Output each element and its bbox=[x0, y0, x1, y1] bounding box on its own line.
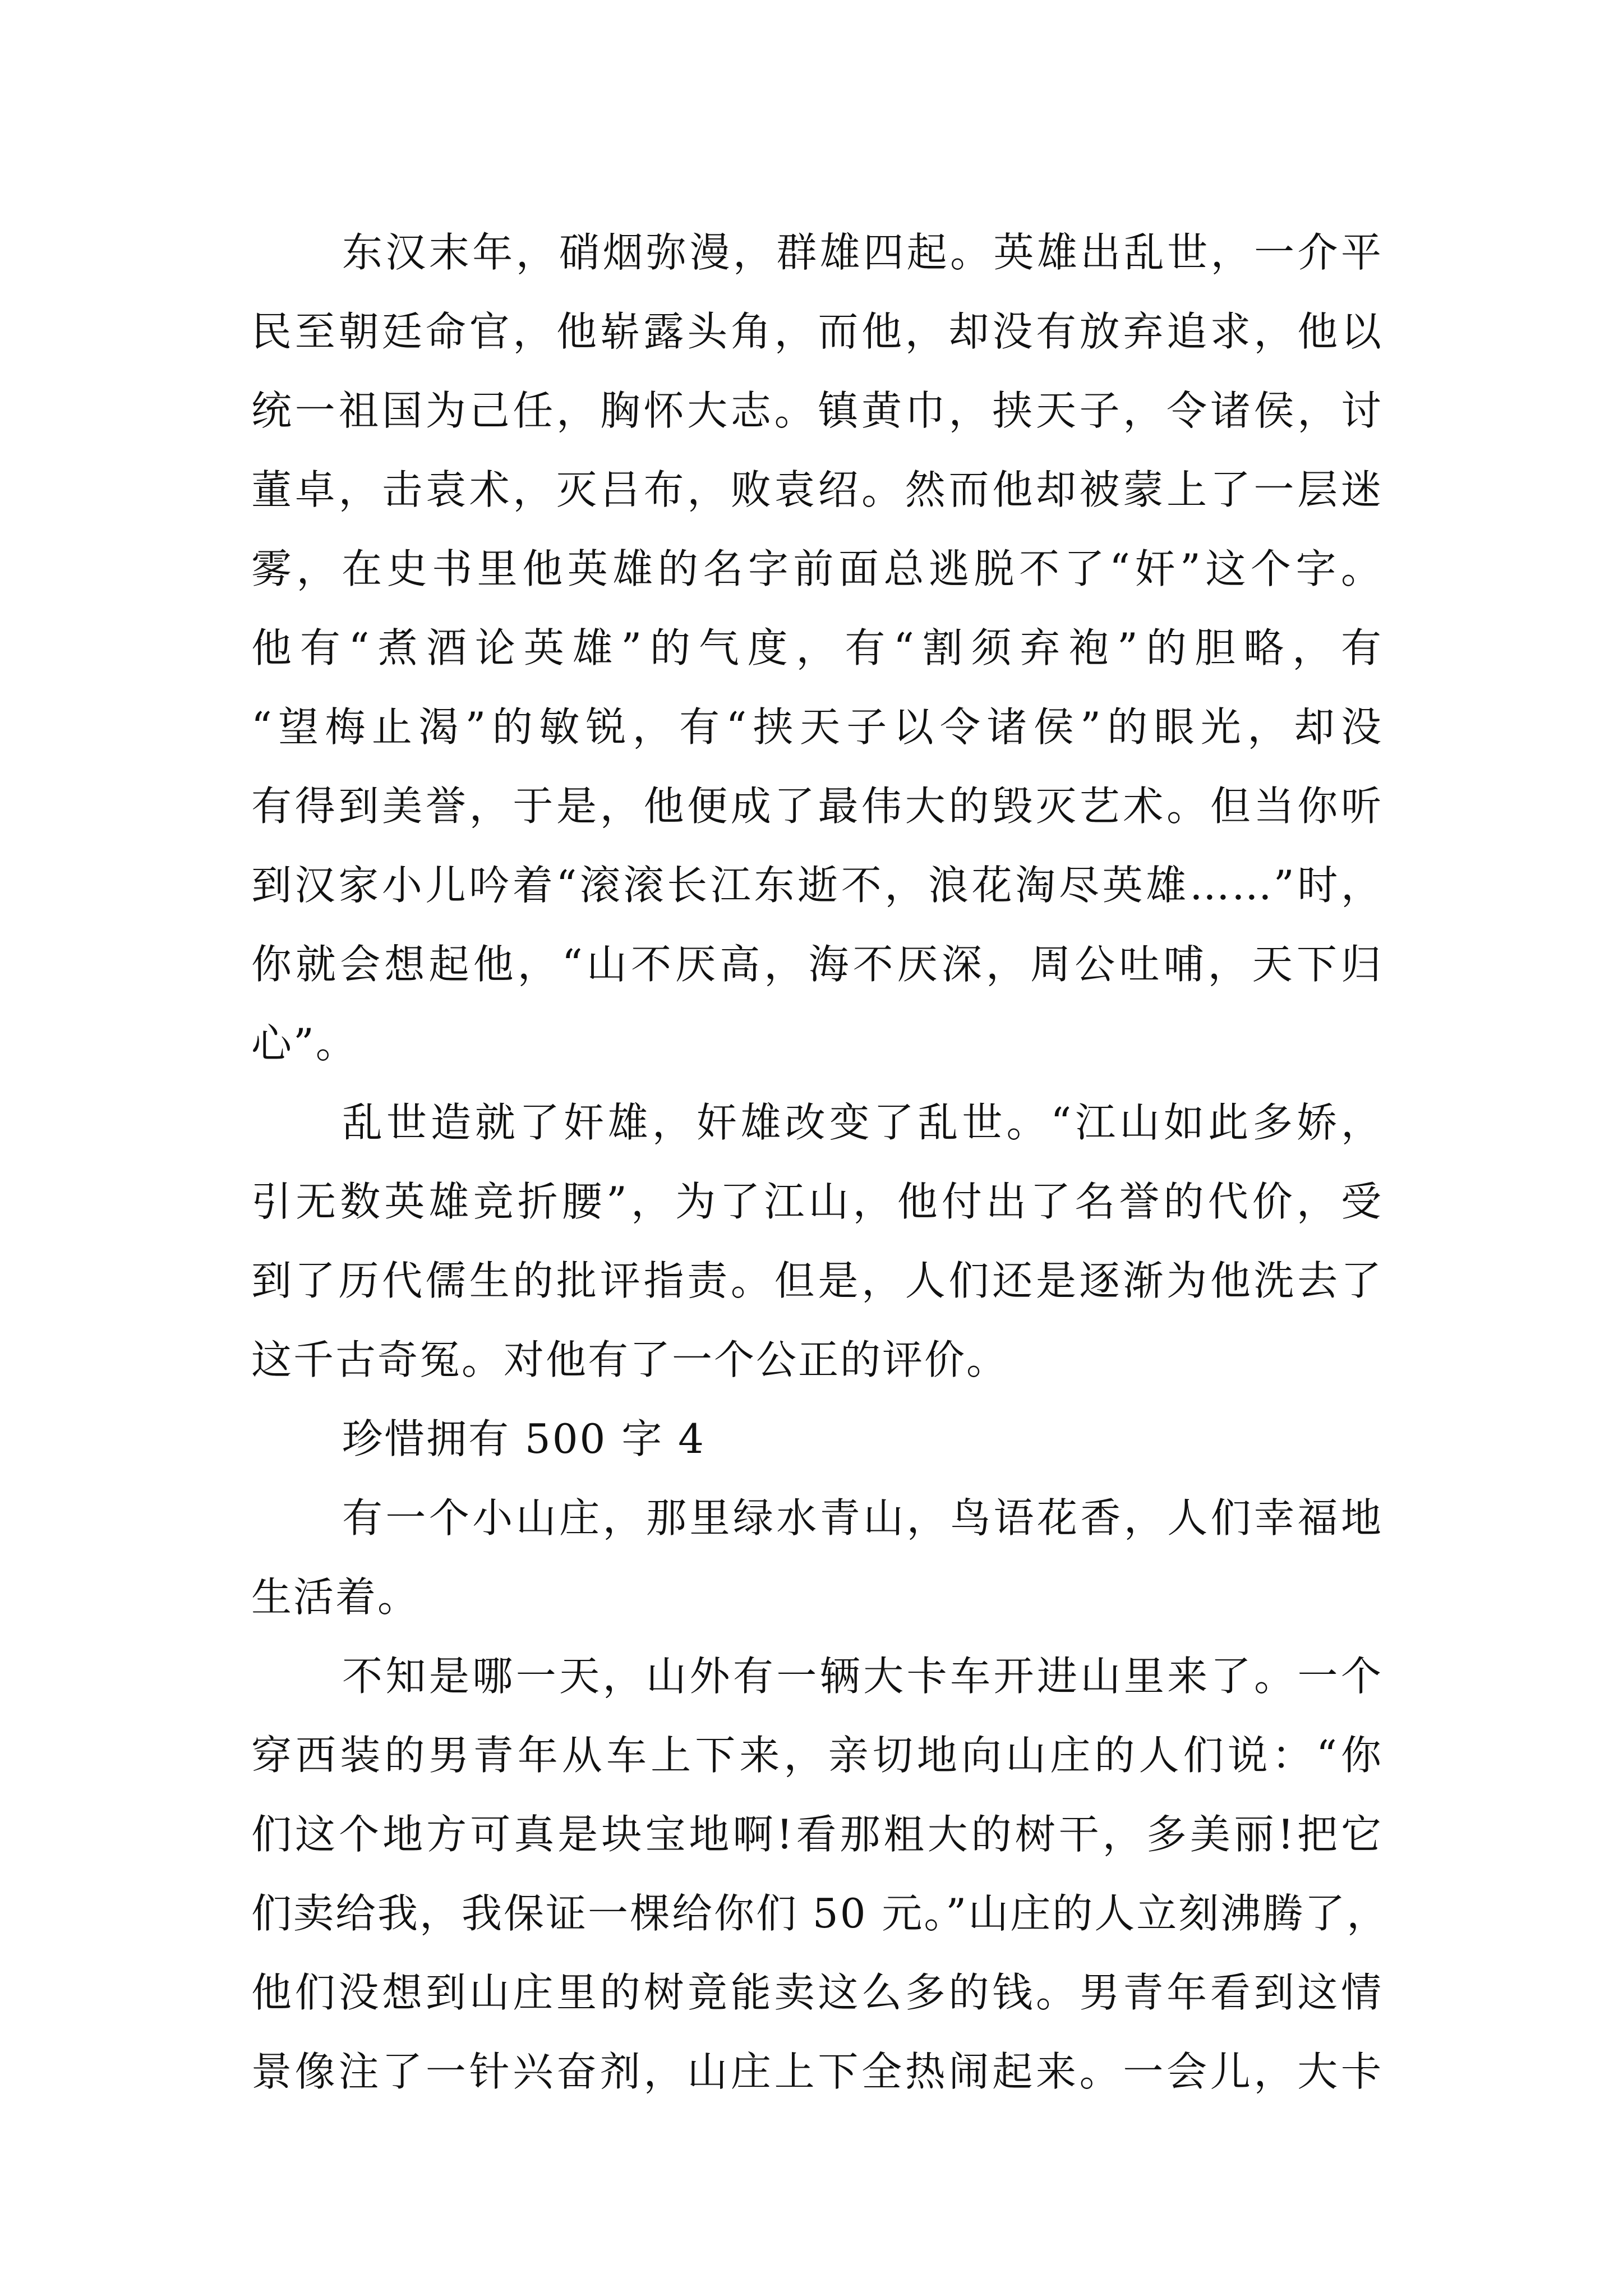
paragraph-line: 不知是哪一天，山外有一辆大卡车开进山里来了。一个 bbox=[342, 1653, 1383, 1700]
paragraph-line: 东汉末年，硝烟弥漫，群雄四起。英雄出乱世，一介平 bbox=[342, 229, 1383, 276]
paragraph-line: 董卓，击袁术，灭吕布，败袁绍。然而他却被蒙上了一层迷 bbox=[251, 466, 1383, 513]
document-body bbox=[251, 213, 1389, 2111]
paragraph-line: 到了历代儒生的批评指责。但是，人们还是逐渐为他洗去了 bbox=[251, 1257, 1383, 1304]
paragraph-line: 穿西装的男青年从车上下来，亲切地向山庄的人们说：“你 bbox=[251, 1732, 1383, 1779]
paragraph-line: 他有“煮酒论英雄”的气度，有“割须弃袍”的胆略，有 bbox=[251, 624, 1383, 671]
paragraph-line: 你就会想起他，“山不厌高，海不厌深，周公吐哺，天下归 bbox=[251, 941, 1383, 988]
paragraph-line: 有一个小山庄，那里绿水青山，鸟语花香，人们幸福地 bbox=[342, 1494, 1383, 1542]
paragraph-line: 景像注了一针兴奋剂，山庄上下全热闹起来。一会儿，大卡 bbox=[251, 2048, 1383, 2095]
paragraph-line: 雾，在史书里他英雄的名字前面总逃脱不了“奸”这个字。 bbox=[251, 545, 1383, 592]
paragraph-line: 乱世造就了奸雄，奸雄改变了乱世。“江山如此多娇， bbox=[342, 1099, 1383, 1146]
paragraph-line: 们这个地方可真是块宝地啊!看那粗大的树干，多美丽!把它 bbox=[251, 1811, 1383, 1858]
paragraph-line: 们卖给我，我保证一棵给你们 50 元。”山庄的人立刻沸腾了， bbox=[251, 1890, 1389, 1937]
paragraph-line: 心”。 bbox=[251, 1020, 358, 1067]
paragraph-line: 引无数英雄竞折腰”，为了江山，他付出了名誉的代价，受 bbox=[251, 1178, 1383, 1225]
section-heading: 珍惜拥有 500 字 4 bbox=[342, 1415, 706, 1462]
paragraph-line: 他们没想到山庄里的树竟能卖这么多的钱。男青年看到这情 bbox=[251, 1969, 1383, 2016]
paragraph-line: 有得到美誉，于是，他便成了最伟大的毁灭艺术。但当你听 bbox=[251, 783, 1383, 830]
paragraph-line: 到汉家小儿吟着“滚滚长江东逝不，浪花淘尽英雄……”时， bbox=[251, 862, 1383, 909]
paragraph-line: 这千古奇冤。对他有了一个公正的评价。 bbox=[251, 1336, 1009, 1383]
paragraph-line: “望梅止渴”的敏锐，有“挟天子以令诸侯”的眼光，却没 bbox=[251, 703, 1383, 751]
paragraph-line: 民至朝廷命官，他崭露头角，而他，却没有放弃追求，他以 bbox=[251, 308, 1383, 355]
paragraph-line: 生活着。 bbox=[251, 1573, 420, 1621]
paragraph-line: 统一祖国为己任，胸怀大志。镇黄巾，挟天子，令诸侯，讨 bbox=[251, 387, 1383, 434]
